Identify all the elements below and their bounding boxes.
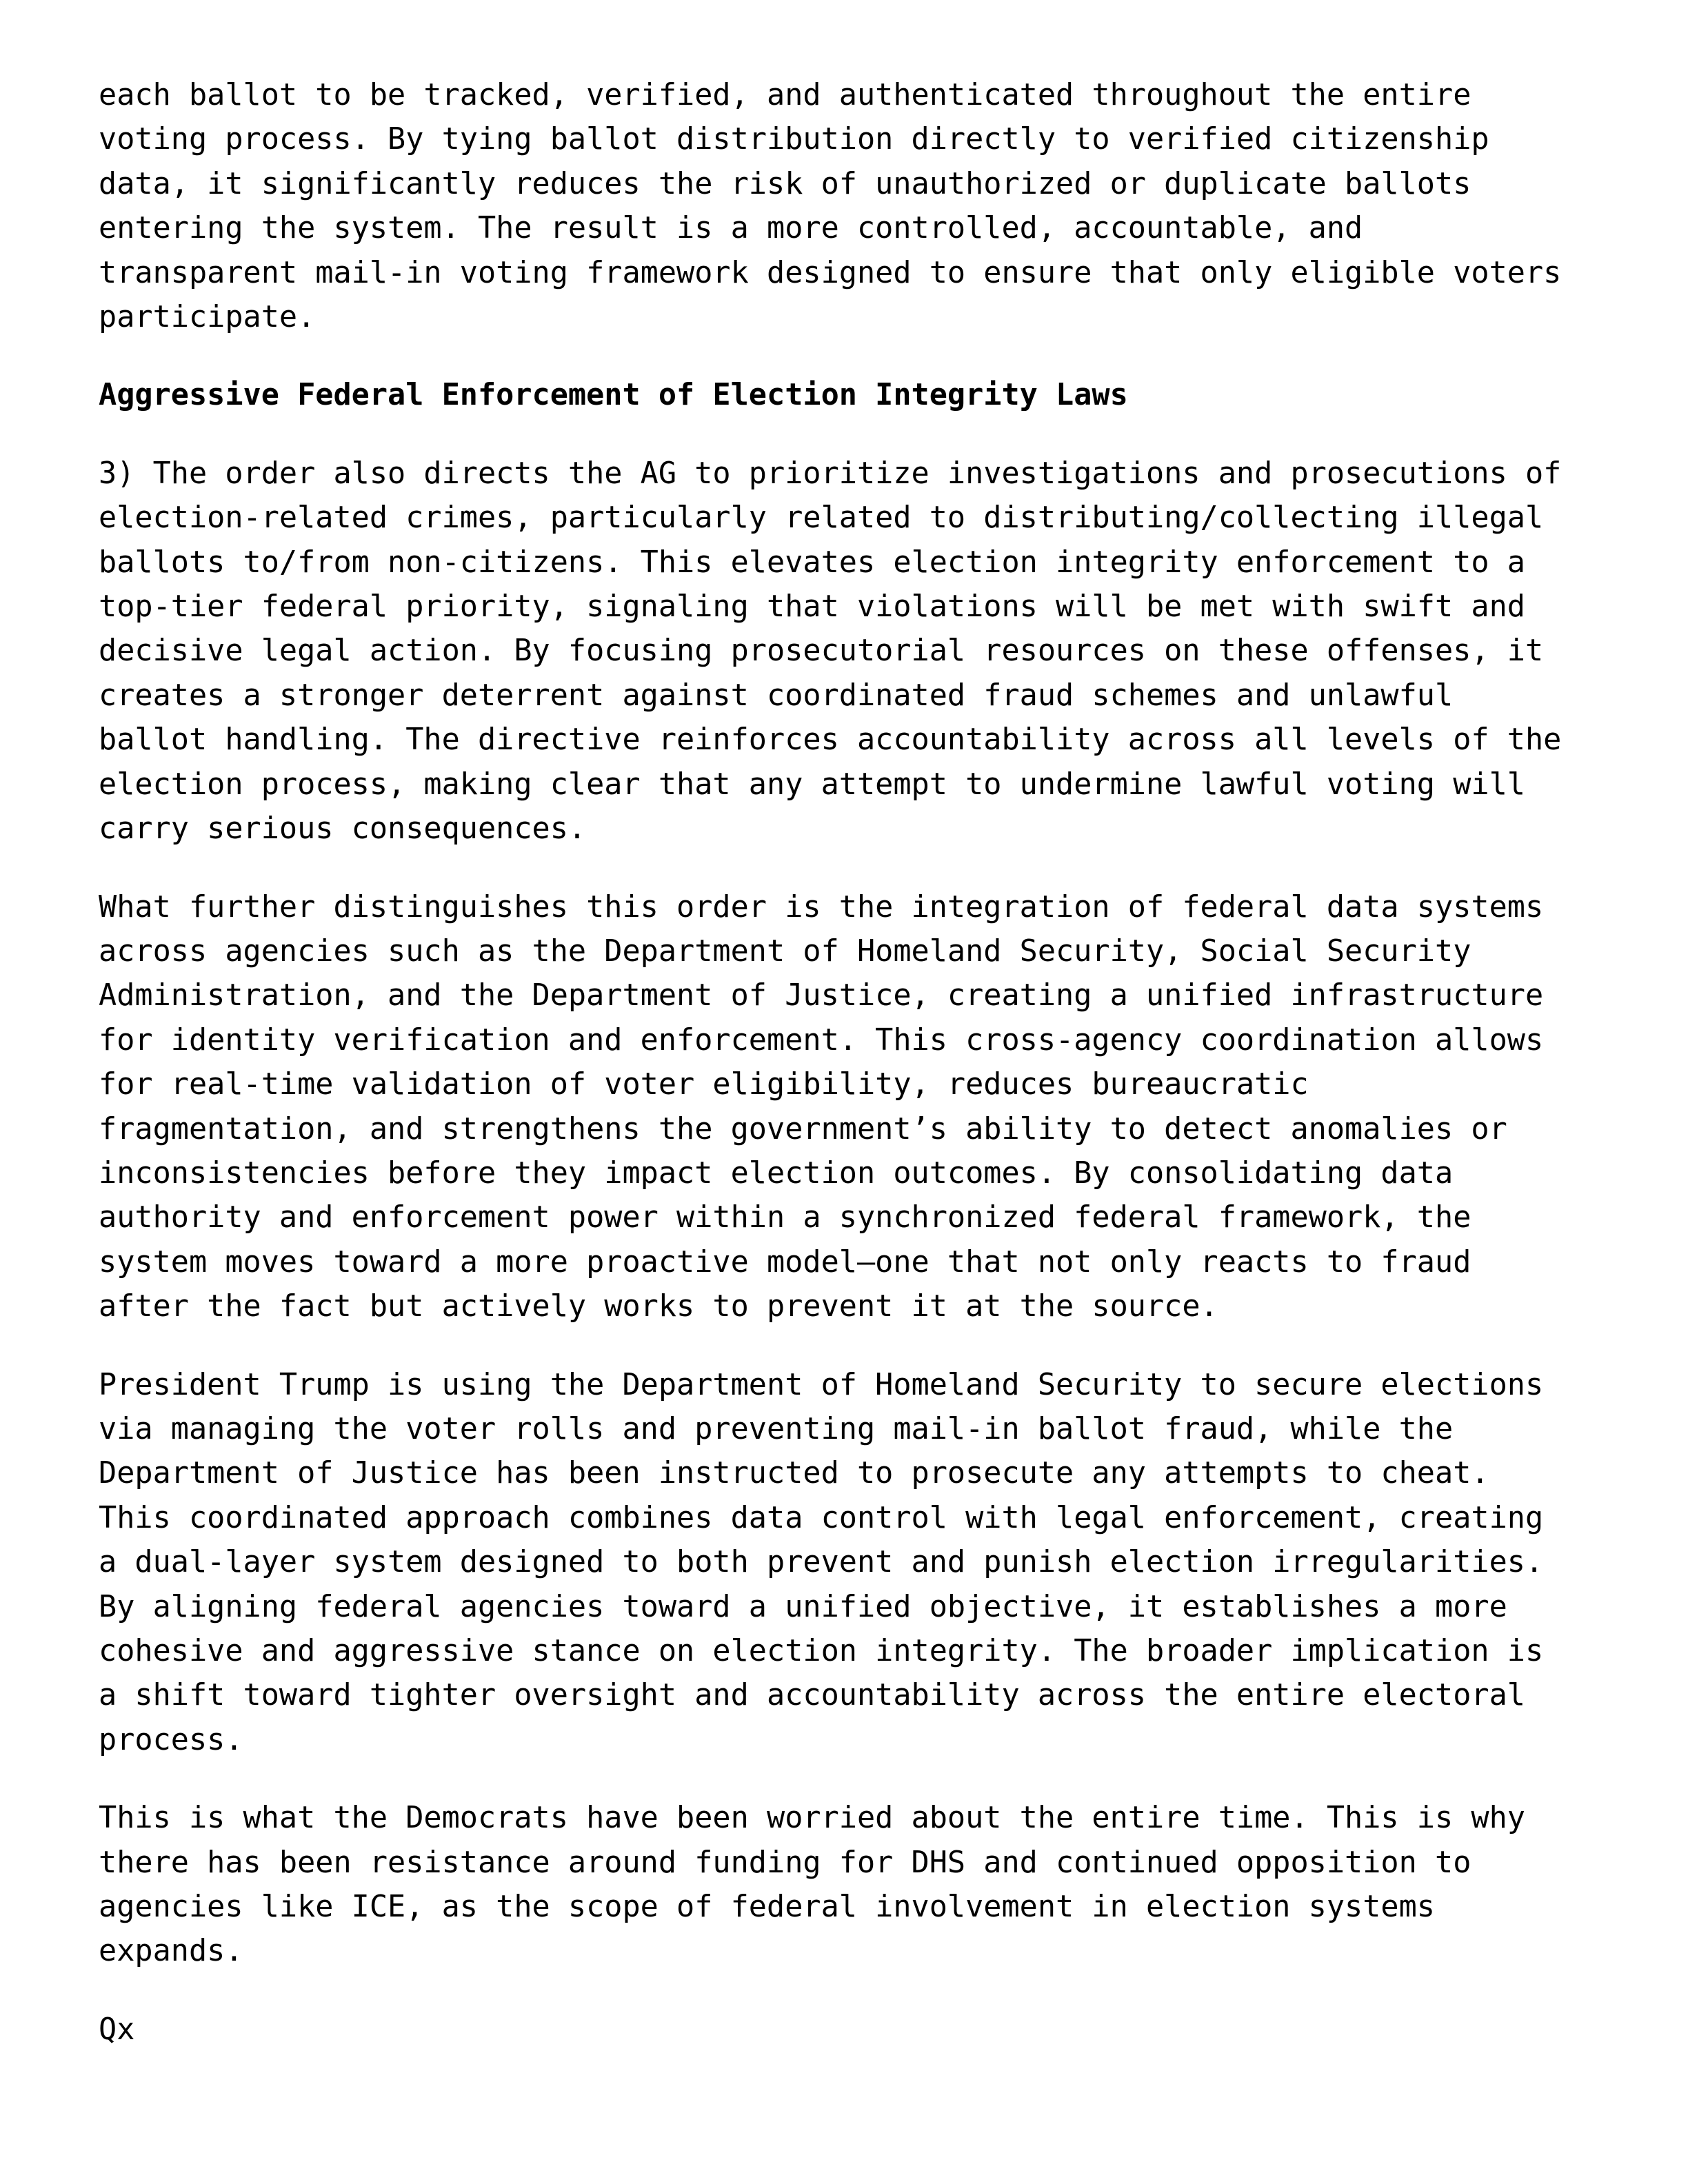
- signoff: Qx: [99, 2012, 135, 2047]
- paragraph-data-integration: What further distinguishes this order is the integration of federal data systems across agencies such as the Department of Homeland Security, Social Security Administration, and the Department of Justice, creating a unified infrastructure for identity verification and enforcement. This cross-agency coordination allows for real-time validation of voter eligibility, reduces bureaucratic fragmentation, and strengthens the government’s ability to detect anomalies or inconsistencies before they impact election outcomes. By consolidating data authority and enforcement power within a synchronized federal framework, the system moves toward a more proactive model—one that not only reacts to fraud after the fact but actively works to prevent it at the source.: [99, 889, 1544, 1324]
- document-page: [99, 73, 1595, 2052]
- paragraph-ballot-tracking: each ballot to be tracked, verified, and authenticated throughout the entire voting process. By tying ballot distribution directly to verified citizenship data, it significantly reduces the risk of unauthorized or duplicate ballots entering the system. The result is a more controlled, accountable, and transparent mail-in voting framework designed to ensure that only eligible voters participate.: [99, 78, 1562, 335]
- paragraph-dhs-doj: President Trump is using the Department of Homeland Security to secure elections via managing the voter rolls and preventing mail-in ballot fraud, while the Department of Justice has been instructed to prosecute any attempts to cheat. This coordinated approach combines data control with legal enforcement, creating a dual-layer system designed to both prevent and punish election irregularities. By aligning federal agencies toward a unified objective, it establishes a more cohesive and aggressive stance on election integrity. The broader implication is a shift toward tighter oversight and accountability across the entire electoral process.: [99, 1367, 1544, 1757]
- paragraph-democrats: This is what the Democrats have been worried about the entire time. This is why there has been resistance around funding for DHS and continued opposition to agencies like ICE, as the scope of federal involvement in election systems expands.: [99, 1801, 1525, 1969]
- paragraph-ag-enforcement: 3) The order also directs the AG to prioritize investigations and prosecutions of election-related crimes, particularly related to distributing/collecting illegal ballots to/from non-citizens. This elevates election integrity enforcement to a top-tier federal priority, signaling that violations will be met with swift and decisive legal action. By focusing prosecutorial resources on these offenses, it creates a stronger deterrent against coordinated fraud schemes and unlawful ballot handling. The directive reinforces accountability across all levels of the election process, making clear that any attempt to undermine lawful voting will carry serious consequences.: [99, 456, 1562, 847]
- section-heading: Aggressive Federal Enforcement of Election Integrity Laws: [99, 378, 1128, 413]
